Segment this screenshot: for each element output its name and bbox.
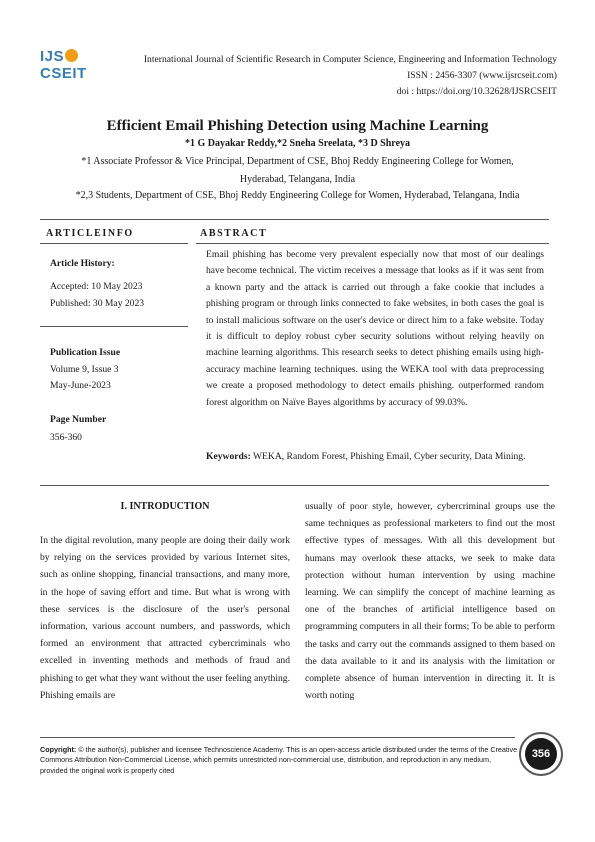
abstract-underline — [196, 243, 549, 244]
affiliation-2: *2,3 Students, Department of CSE, Bhoj Reddy Engineering College for Women, Hyderabad, Telangana, India — [75, 190, 520, 201]
logo-bottom: CSEIT — [40, 65, 87, 82]
intro-right-column: usually of poor style, however, cybercriminal groups use the same techniques as professional marketers to find out the most effective types of messages. With all this development but humans may overlook these attacks, we seek to make data protection without human intervention by using machine learning. We can simplify the concept of machine learning as one of the branches of artificial intelligence based on programming computers in all their forms; To be able to perform the tasks and carry out the commands assigned to them based on the data available to it and its analysis with the limitation or complete absence of human intervention in directing it. It is worth noting — [305, 501, 555, 702]
keywords-label: Keywords: — [206, 451, 251, 462]
logo-top-text: IJS — [40, 48, 65, 65]
affiliation-1b: Hyderabad, Telangana, India — [239, 174, 356, 185]
keywords-list: WEKA, Random Forest, Phishing Email, Cyber security, Data Mining. — [250, 451, 526, 462]
journal-issn: ISSN : 2456-3307 (www.ijsrcseit.com) — [407, 70, 557, 81]
volume-issue: Volume 9, Issue 3 — [50, 364, 119, 375]
page-label: Page Number — [50, 414, 107, 425]
affiliation-1a: *1 Associate Professor & Vice Principal, Department of CSE, Bhoj Reddy Engineering College for Women, — [81, 156, 514, 167]
affiliation-1 — [0, 153, 595, 189]
abstract-text: Email phishing has become very prevalent especially now that most of our dealings have become technical. The victim receives a message that looks as if it was sent from a known party and the attack is carried out through a fake cookie that includes a phishing program or through links connected to fake websites, in both cases the goal is to install malicious software on the user's device or direct him to a fake website. Today it is difficult to deploy robust cyber security solutions without relying heavily on machine learning algorithms. This research seeks to detect phishing emails using high-accuracy machine learning techniques. using the WEKA tool with data preprocessing we create a proposed methodology to detect emails phishing. outperformed random forest algorithm on Naïve Bayes algorithms by accuracy of 99.03%. — [206, 249, 544, 408]
footer-divider — [40, 737, 515, 738]
abstract-heading: ABSTRACT — [200, 228, 268, 239]
bottom-divider — [40, 485, 549, 486]
journal-header — [97, 52, 557, 100]
journal-doi: doi : https://doi.org/10.32628/IJSRCSEIT — [396, 86, 557, 97]
paper-title: Efficient Email Phishing Detection using Machine Learning — [106, 118, 489, 134]
page-number-badge: 356 — [525, 738, 557, 770]
copyright-notice — [40, 745, 520, 776]
logo-top — [40, 48, 102, 65]
copyright-text: © the author(s), publisher and licensee Technoscience Academy. This is an open-access article distributed under the terms of the Creative Commons Attribution Non-Commercial License, which permits unrestricted non-commercial use, distribution, and reproduction in any medium, provided the original work is properly cited — [40, 745, 518, 775]
journal-logo — [40, 48, 102, 86]
article-info-heading: ARTICLEINFO — [46, 228, 134, 239]
logo-mark-icon — [65, 49, 78, 62]
issue-label: Publication Issue — [50, 347, 121, 358]
paper-authors: *1 G Dayakar Reddy,*2 Sneha Sreelata, *3 D Shreya — [184, 138, 411, 149]
top-divider — [40, 219, 549, 220]
page-range: 356-360 — [50, 432, 82, 443]
published-date: Published: 30 May 2023 — [50, 298, 145, 309]
copyright-label: Copyright: — [40, 745, 77, 754]
journal-name: International Journal of Scientific Research in Computer Science, Engineering and Information Technology — [143, 54, 557, 65]
history-label: Article History: — [50, 258, 115, 269]
keywords — [206, 449, 544, 465]
intro-left-column: In the digital revolution, many people are doing their daily work by relying on the services provided by various Internet sites, such as online shopping, financial transactions, and many more, in the hope of saving effort and time. But what is wrong with these services is the disclosure of the user's personal information, various account numbers, and passwords, which formed an environment that attracted cybercriminals who excelled in inventing methods and methods of fraud and phishing to get what they want without the user feeling anything. Phishing emails are — [40, 535, 290, 701]
accepted-date: Accepted: 10 May 2023 — [50, 281, 143, 292]
intro-heading: I. INTRODUCTION — [120, 501, 210, 512]
article-info-underline — [40, 243, 188, 244]
period: May-June-2023 — [50, 380, 111, 391]
history-divider — [40, 326, 188, 327]
